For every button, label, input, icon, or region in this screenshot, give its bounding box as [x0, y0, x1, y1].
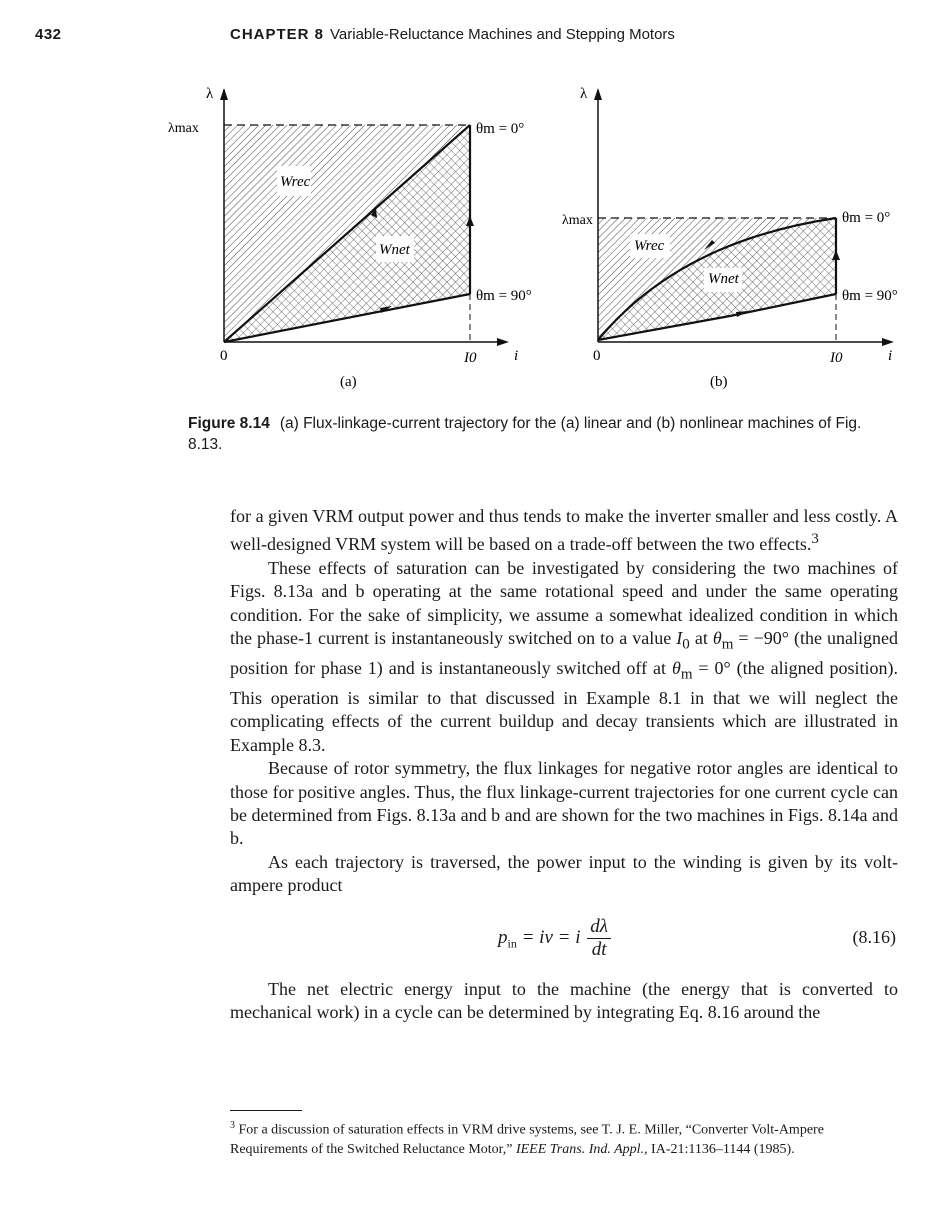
y-arrow-b — [594, 88, 602, 100]
figure-8-14 — [150, 78, 920, 404]
body-text — [230, 505, 898, 1025]
arrow-right-b — [736, 311, 748, 317]
page-header — [0, 24, 936, 48]
y-axis-label-a: λ — [206, 86, 214, 102]
equation-lhs: p — [498, 926, 508, 948]
lambda-max-label-a: λmax — [168, 121, 199, 136]
wrec-label-b: Wrec — [634, 238, 665, 254]
footnote — [230, 1116, 898, 1159]
bottom-angle-label-b: θm = 90° — [842, 288, 898, 304]
paragraph-2: These effects of saturation can be investigated by considering the two machines of Figs. 8.13a and b operating at the same rotational speed and under the same operating condition. For the sake of simplicity, we assume a somewhat idealized condition in which the phase-1 current is instantaneously switched on to a value $I_0$ at $\theta_m = -90^\circ$ (the unaligned position for phase 1) and is instantaneously switched off at $\theta_m = 0^\circ$ (the aligned position). This operation is similar to that discussed in Example 8.1 in that we will neglect the complicating effects of the current buildup and decay transients which are illustrated in Example 8.3. — [230, 557, 899, 755]
y-axis-label-b: λ — [580, 86, 588, 102]
equation-fraction — [587, 916, 611, 961]
panel-label-b: (b) — [710, 374, 728, 390]
x-axis-label-b: i — [888, 348, 893, 364]
chapter-label: CHAPTER 8 — [230, 26, 325, 43]
footnote-marker: 3 — [230, 1120, 235, 1131]
x-axis-label-a: i — [514, 348, 519, 364]
paragraph-2-text-d: (the aligned position). This operation is similar to that discussed in Example 8.1 in that we will neglect the complicating effects of the current buildup and decay transients which are illustrated in Example 8.3. — [230, 658, 898, 755]
paragraph-3: Because of rotor symmetry, the flux linkages for negative rotor angles are identical to those for positive angles. Thus, the flux linkage-current trajectories for one current cycle can be determined from Figs. 8.13a and b and are shown for the two machines in Figs. 8.14a and b. — [230, 758, 898, 849]
equation-lhs-sub: in — [507, 936, 517, 951]
top-angle-label-b: θm = 0° — [842, 210, 891, 226]
running-head — [230, 26, 675, 43]
chapter-title: Variable-Reluctance Machines and Stepping Motors — [330, 26, 675, 43]
origin-label-b: 0 — [593, 348, 601, 364]
x-arrow-b — [882, 338, 894, 346]
equation-denominator: dt — [591, 938, 607, 960]
origin-label-a: 0 — [220, 348, 228, 364]
equation-8-16 — [230, 908, 898, 972]
page-number: 432 — [35, 26, 62, 43]
paragraph-2-text-a: These effects of saturation can be investigated by considering the two machines of Figs. 8.13a and b operating at the same rotational speed and under the same operating condition. For the sake of simplicity, we assume a somewhat idealized condition in which the phase-1 current is instantaneously switched on to a value — [230, 557, 898, 649]
wrec-label-a: Wrec — [280, 174, 311, 190]
paragraph-4: As each trajectory is traversed, the power input to the winding is given by its volt-ampere product — [230, 851, 898, 896]
wnet-label-a: Wnet — [379, 242, 410, 258]
y-arrow-a — [220, 88, 228, 100]
panel-a — [168, 86, 532, 390]
caption-label: Figure 8.14 — [188, 415, 270, 432]
figure-caption — [188, 413, 868, 455]
footnote-text-b: IA-21:1136–1144 (1985). — [651, 1141, 795, 1157]
caption-text: (a) Flux-linkage-current trajectory for the (a) linear and (b) nonlinear machines of Fig. 8.13. — [188, 415, 862, 453]
paragraph-2-text-c: (the unaligned position for phase 1) and is instantaneously switched off at — [230, 628, 899, 679]
x-arrow-a — [497, 338, 509, 346]
footnote-rule — [230, 1110, 302, 1111]
i0-label-a: I0 — [464, 350, 477, 366]
paragraph-2-text-b: at — [694, 628, 708, 649]
footnote-text-a: For a discussion of saturation effects in VRM drive systems, see T. J. E. Miller, “Converter Volt-Ampere Requirements of the Switched Reluctance Motor,” — [230, 1122, 824, 1157]
wnet-label-b: Wnet — [708, 271, 739, 287]
panel-label-a: (a) — [340, 374, 357, 390]
lambda-max-label-b: λmax — [562, 213, 593, 228]
equation-numerator: dλ — [587, 916, 611, 939]
paragraph-5: The net electric energy input to the machine (the energy that is converted to mechanical work) in a cycle can be determined by integrating Eq. 8.16 around the — [230, 978, 898, 1023]
top-angle-label-a: θm = 0° — [476, 121, 525, 137]
equation-number: (8.16) — [852, 926, 896, 947]
figure-graphic — [150, 78, 920, 404]
equation-middle: = iv = i — [521, 926, 581, 948]
footnote-journal: IEEE Trans. Ind. Appl., — [515, 1141, 648, 1157]
paragraph-1 — [230, 505, 898, 557]
bottom-angle-label-a: θm = 90° — [476, 288, 532, 304]
panel-b — [562, 86, 898, 390]
paragraph-1-text: for a given VRM output power and thus tends to make the inverter smaller and less costly. A well-designed VRM system will be based on a trade-off between the two effects. — [230, 506, 898, 555]
footnote-ref: 3 — [811, 531, 819, 548]
equation-body — [498, 916, 611, 961]
i0-label-b: I0 — [830, 350, 843, 366]
